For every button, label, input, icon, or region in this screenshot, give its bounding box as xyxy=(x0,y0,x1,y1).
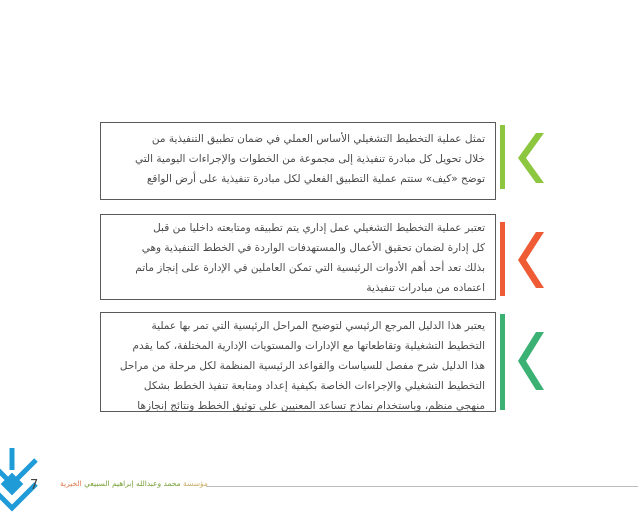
footer-organization xyxy=(60,479,208,488)
paragraph-line: بذلك تعد أحد أهم الأدوات الرئيسية التي تمكن العاملين في الإدارة على إنجاز ماتم xyxy=(135,262,485,274)
chevron-left-icon xyxy=(514,133,544,183)
page-number: 7 xyxy=(30,478,39,493)
paragraph-line: خلال تحويل كل مبادرة تنفيذية إلى مجموعة من الخطوات والإجراءات اليومية التي xyxy=(134,153,485,165)
paragraph-box-3 xyxy=(100,312,496,412)
teal-chevron-marker xyxy=(500,314,560,410)
paragraph-box-1 xyxy=(100,122,496,200)
footer-divider xyxy=(206,486,638,487)
chevron-left-icon xyxy=(514,232,544,288)
chevron-left-icon xyxy=(514,332,544,390)
footer-org-name: محمد وعبدالله إبراهيم السبيعي xyxy=(84,479,181,488)
paragraph-line: يعتبر هذا الدليل المرجع الرئيسي لتوضيح المراحل الرئيسية التي تمر بها عملية xyxy=(151,320,485,332)
footer-org-prefix: مؤسسة xyxy=(183,479,208,488)
paragraph-line: تمثل عملية التخطيط التشغيلي الأساس العملي في ضمان تطبيق التنفيذية من xyxy=(151,133,485,145)
paragraph-line: منهجي منظم، وباستخدام نماذج تساعد المعنيين على توثيق الخطط ونتائج إنجازها xyxy=(137,400,485,412)
paragraph-box-2 xyxy=(100,214,496,300)
paragraph-line: التخطيط التشغيلي والإجراءات الخاصة بكيفية إعداد ومتابعة تنفيذ الخطط بشكل xyxy=(143,380,485,392)
paragraph-line: اعتماده من مبادرات تنفيذية xyxy=(366,282,485,294)
orange-chevron-marker xyxy=(500,222,560,298)
paragraph-line: تعتبر عملية التخطيط التشغيلي عمل إداري يتم تطبيقه ومتابعته داخليا من قبل xyxy=(153,222,485,234)
teal-bar xyxy=(500,314,505,410)
green-bar xyxy=(500,125,505,189)
green-chevron-marker xyxy=(500,125,560,189)
paragraph-line: هذا الدليل شرح مفصل للسياسات والقواعد الرئيسية المنظمة لكل مرحلة من مراحل xyxy=(119,360,485,372)
paragraph-line: التخطيط التشغيلية وتقاطعاتها مع الإدارات والمستويات الإدارية المختلفة، كما يقدم xyxy=(132,340,485,352)
paragraph-line: توضح «كيف» ستتم عملية التطبيق الفعلي لكل مبادرة تنفيذية على أرض الواقع xyxy=(146,173,485,185)
footer-org-suffix: الخيرية xyxy=(60,479,82,488)
orange-bar xyxy=(500,222,505,296)
paragraph-line: كل إدارة لضمان تحقيق الأعمال والمستهدفات الواردة في الخطط التنفيذية وهي xyxy=(141,242,485,254)
